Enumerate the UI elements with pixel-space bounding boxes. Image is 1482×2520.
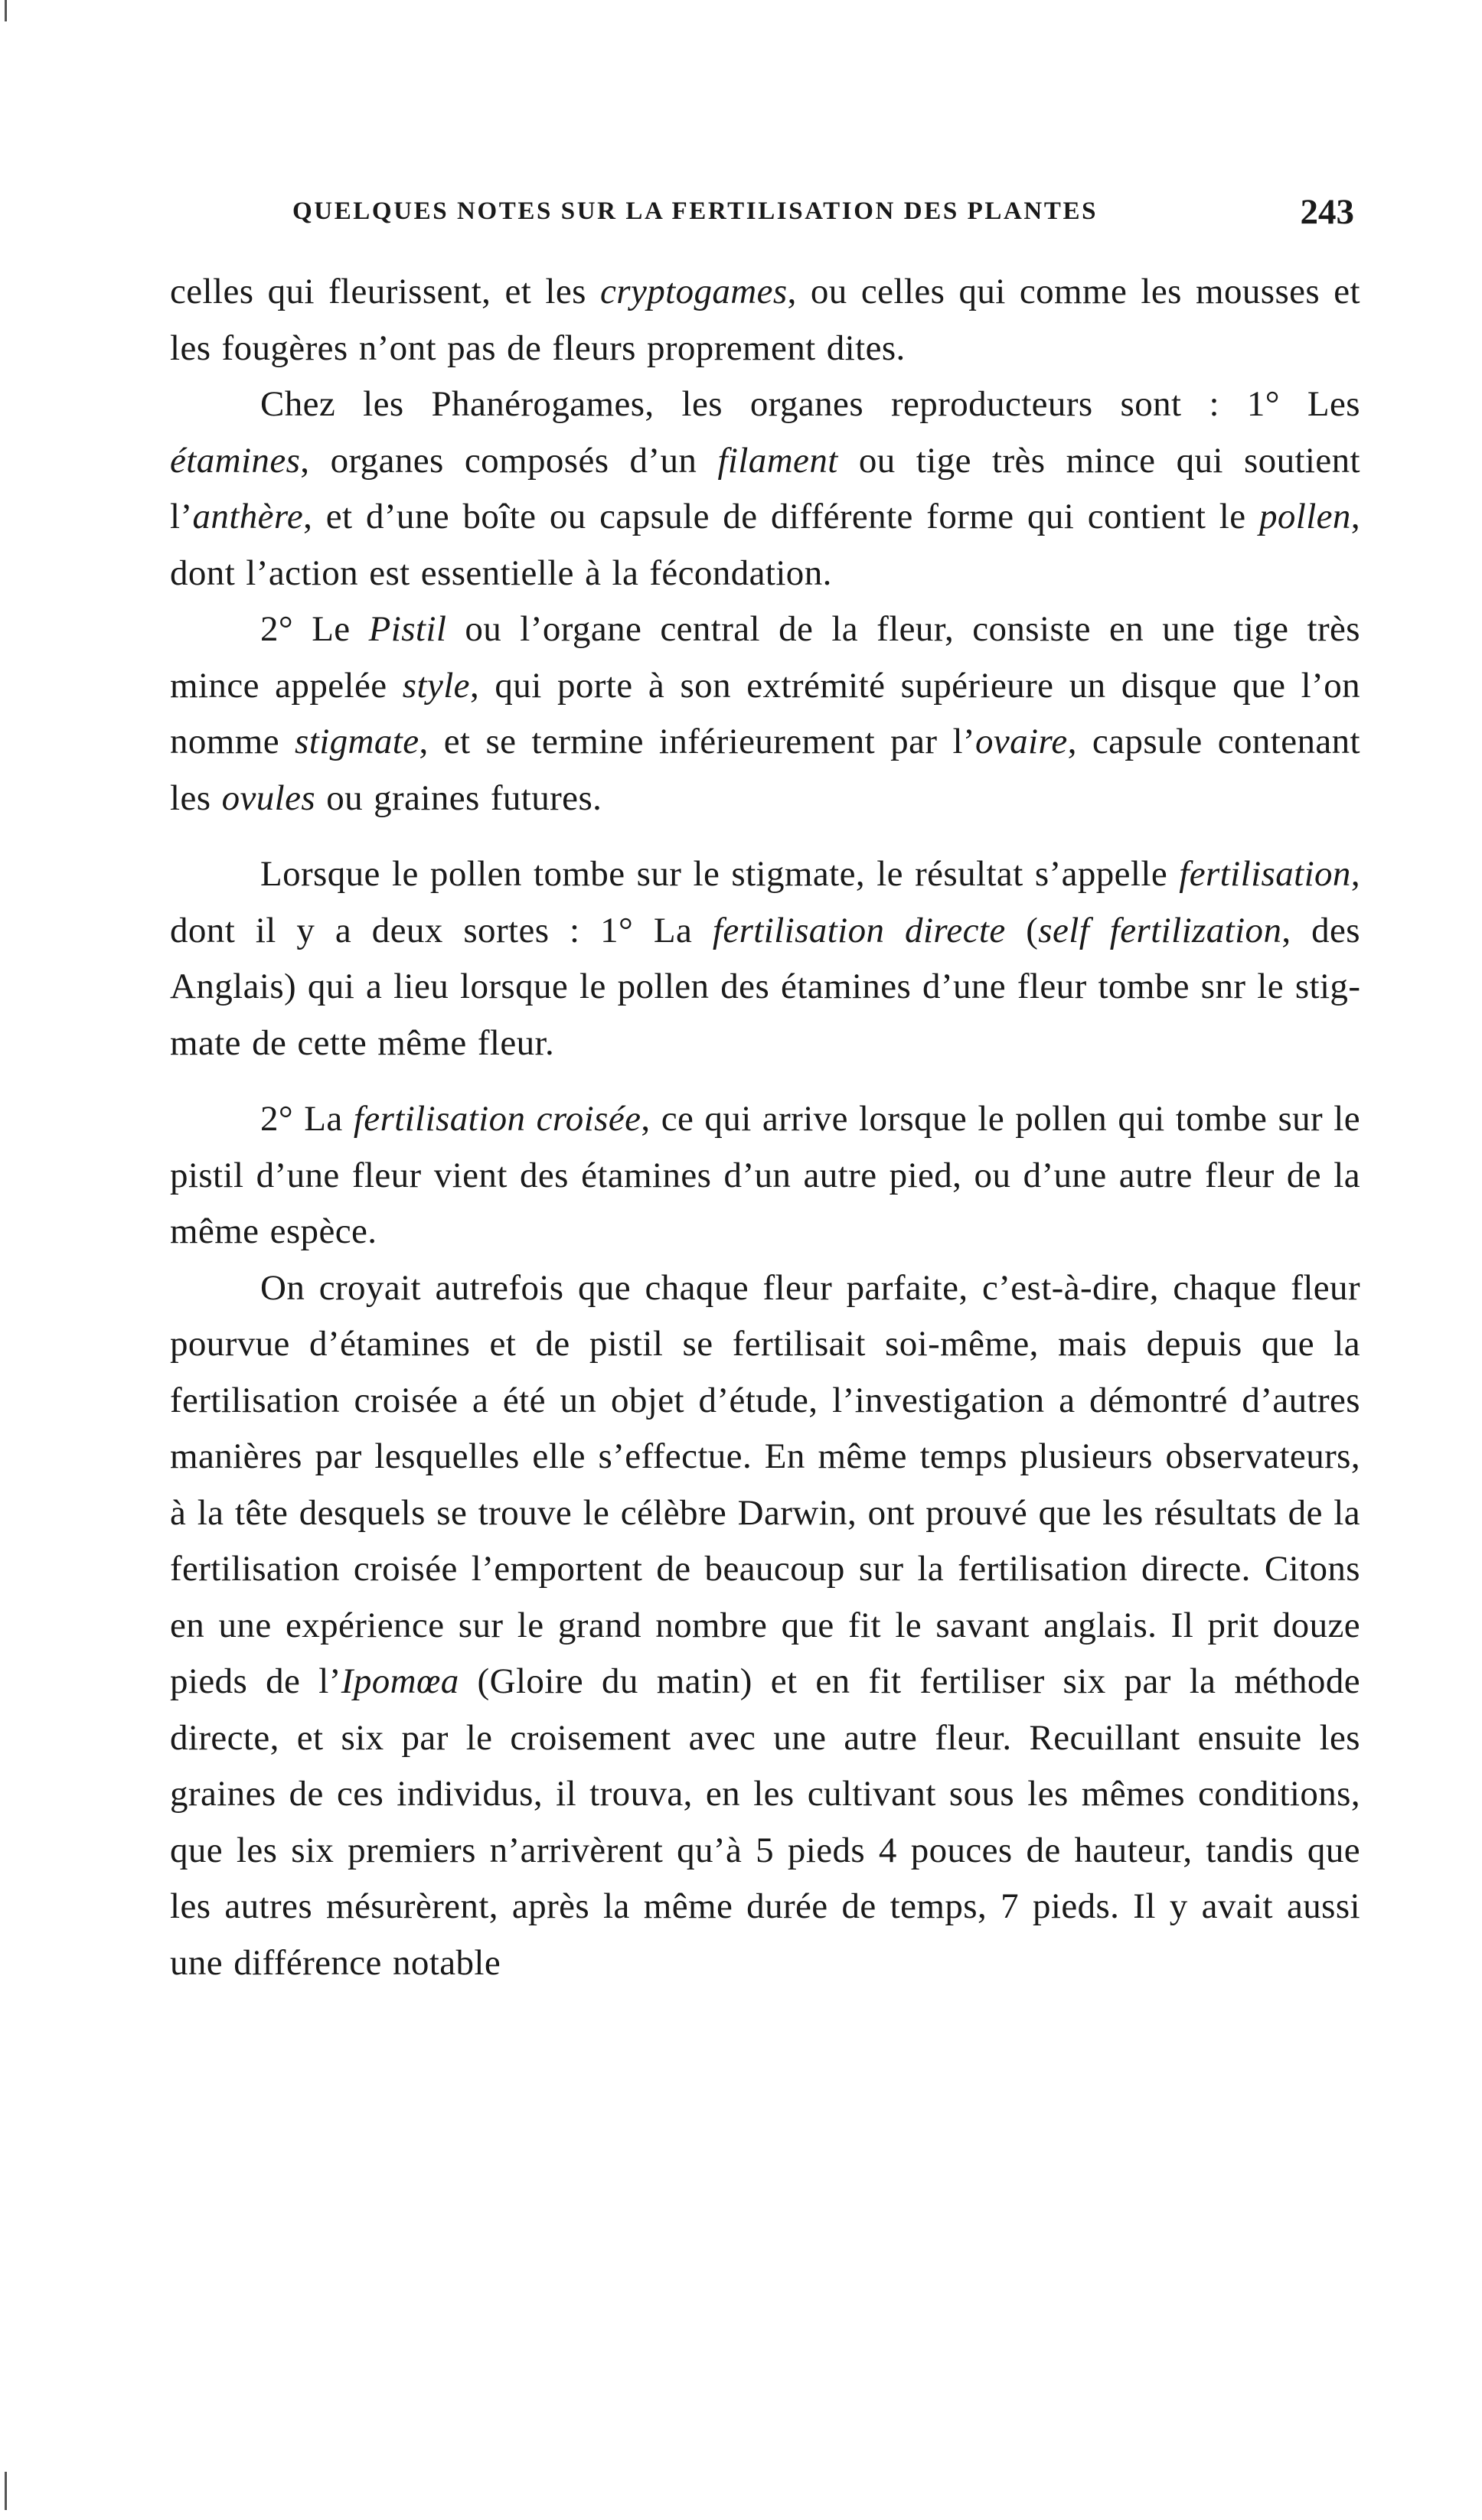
running-title: QUELQUES NOTES SUR LA FERTILISATION DES PLANTES [292, 197, 1098, 225]
italic-term: fertilisation [1179, 854, 1351, 894]
paragraph-6: On croyait autrefois que chaque fleur parfaite, c’est-à-dire, chaque fleur pourvue d’étamines et de pistil se fertilisait soi-même, mais depuis que la fertilisation croisée a été un objet d’étude, l’investigation a démontré d’autres manières par lesquelles elle s’effectue. En même temps plusieurs observateurs, à la tête desquels se trouve le célèbre Darwin, ont prouvé que les résultats de la fertilisation croisée l’emportent de beaucoup sur la fertilisation directe. Citons en une expérience sur le grand nombre que fit le savant anglais. Il prit douze pieds de l’Ipomœa (Gloire du matin) et en fit fertiliser six par la méthode directe, et six par le croisement avec une autre fleur. Recuillant ensuite les graines de ces individus, il trouva, en les cultivant sous les mêmes conditions, que les six premiers n’arrivèrent qu’à 5 pieds 4 pouces de hauteur, tandis que les autres mésurèrent, après la même durée de temps, 7 pieds. Il y avait aussi une différence notable [170, 1267, 1360, 1983]
book-page [170, 0, 1360, 2520]
italic-term: stigmate [295, 722, 419, 761]
italic-term: Ipomœa [341, 1661, 459, 1701]
paragraph-5: 2° La fertilisation croisée, ce qui arrive lorsque le pollen qui tombe sur le pistil d’une fleur vient des étamines d’un autre pied, ou d’une autre fleur de la même espèce. [170, 1099, 1360, 1251]
italic-term: Pistil [368, 609, 447, 649]
scan-edge-mark-top [5, 0, 7, 21]
italic-term: filament [717, 440, 838, 481]
running-head [170, 191, 1360, 237]
italic-term: fertilisation directe [712, 910, 1006, 950]
italic-term: ovules [221, 778, 316, 818]
italic-term: style [402, 665, 470, 706]
paragraph-4: Lorsque le pollen tombe sur le stigmate, le résultat s’appelle fertilisation, dont il y a deux sortes : 1° La fertilisation directe (self fertilization, des Anglais) qui a lieu lorsque le pollen des étamines d’une fleur tombe snr le stigmate de cette même fleur. [170, 854, 1360, 1063]
paragraph-1: celles qui fleurissent, et les cryptogames, ou celles qui comme les mousses et les fougères n’ont pas de fleurs proprement dites. [170, 272, 1360, 368]
italic-term: fertilisation croisée [353, 1099, 641, 1139]
page-number: 243 [1300, 192, 1354, 232]
italic-term: cryptogames [600, 272, 788, 311]
italic-term: ovaire [974, 722, 1068, 761]
italic-term: anthère [192, 497, 304, 536]
italic-term: pollen [1258, 497, 1351, 536]
scan-edge-mark-bottom [5, 2472, 7, 2510]
italic-term: self fertilization [1038, 910, 1282, 950]
italic-term: étamines [170, 440, 301, 481]
body-text [170, 264, 1360, 1991]
paragraph-3: 2° Le Pistil ou l’organe central de la fleur, consiste en une tige très mince appelée style, qui porte à son extrémité supérieure un disque que l’on nomme stigmate, et se termine inférieurement par l’ovaire, capsule contenant les ovules ou graines futures. [170, 609, 1360, 818]
paragraph-2: Chez les Phanérogames, les organes reproducteurs sont : 1° Les étamines, organes composés d’un filament ou tige très mince qui soutient l’anthère, et d’une boîte ou capsule de différente forme qui contient le pollen, dont l’action est essentielle à la fécondation. [170, 384, 1360, 593]
